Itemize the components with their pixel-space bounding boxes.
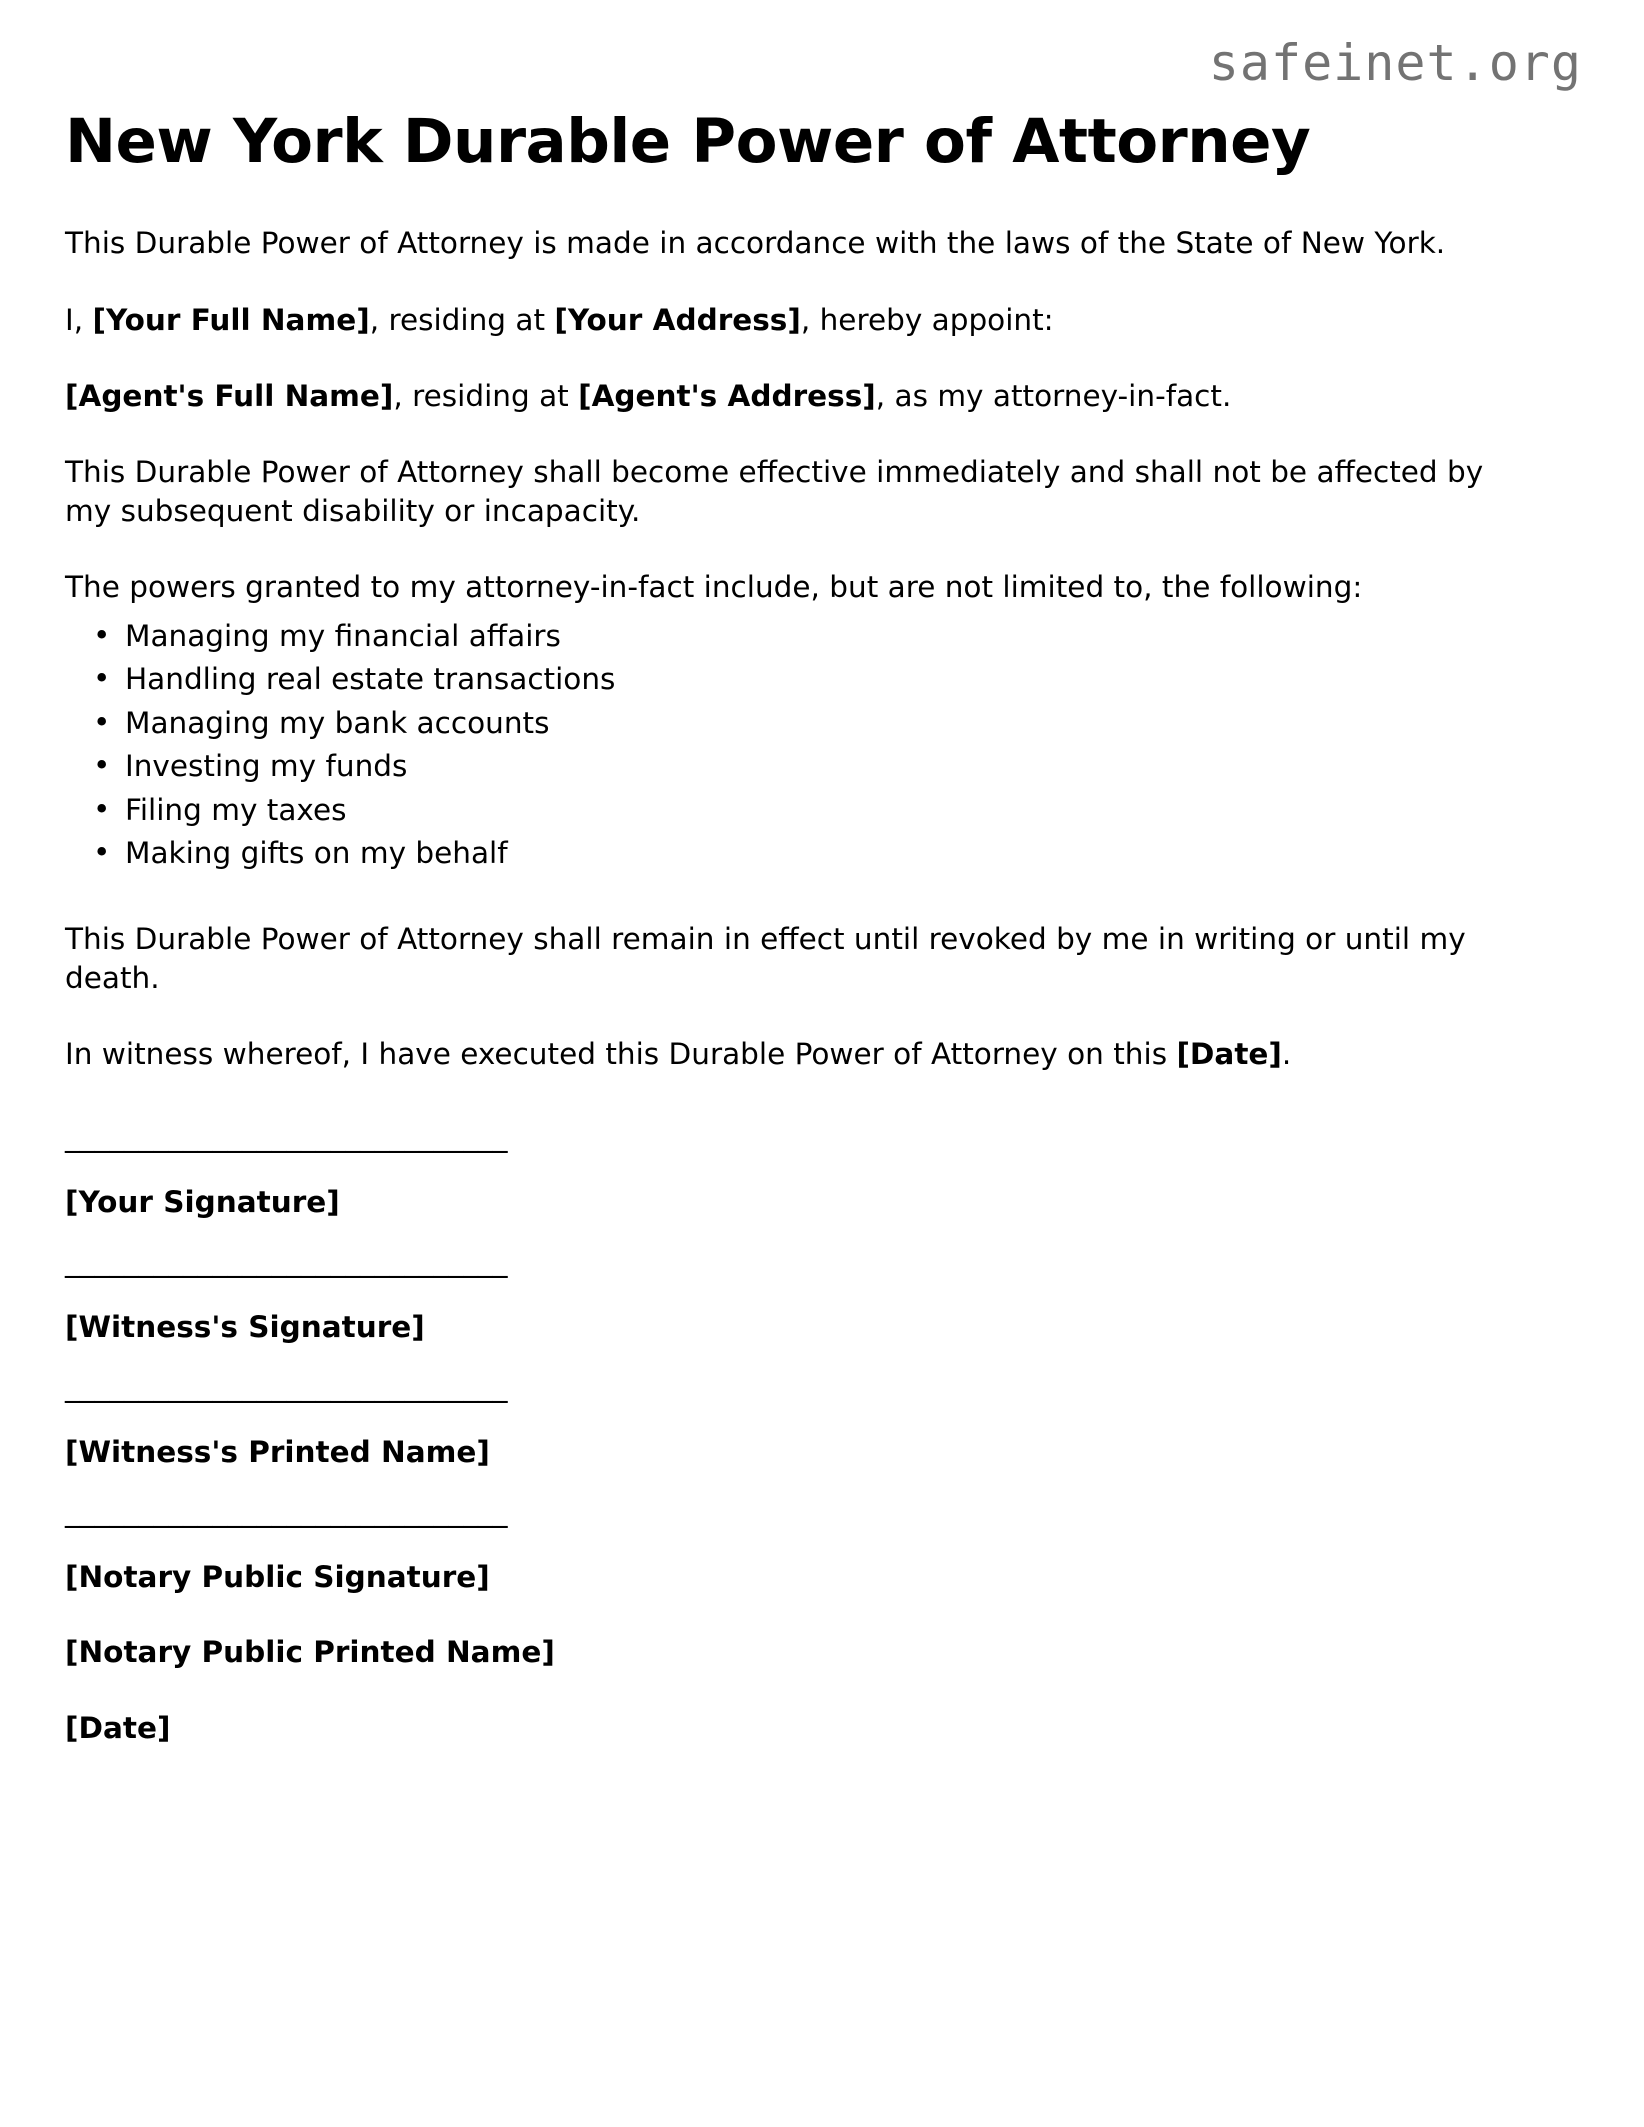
principal-paragraph [65,264,1495,340]
signature-block-notary [65,1467,1495,1592]
execution-suffix: . [1281,1037,1292,1072]
signature-block-witness [65,1217,1495,1342]
list-item: • Handling real estate transactions [125,665,1495,709]
principal-address-placeholder: [Your Address] [554,302,801,337]
duration-paragraph: This Durable Power of Attorney shall remain in effect until revoked by me in writing or until my death. [65,921,1466,995]
agent-address-placeholder: [Agent's Address] [578,378,876,413]
list-item: • Managing my financial affairs [125,622,1495,666]
list-item: • Filing my taxes [125,796,1495,840]
page-title: New York Durable Power of Attorney [65,106,1311,177]
list-item: • Managing my bank accounts [125,709,1495,753]
signature-line: ______________________________ [65,1369,508,1404]
execution-paragraph [65,998,1495,1074]
principal-name-placeholder: [Your Full Name] [92,302,370,337]
notary-printed-name-label: [Notary Public Printed Name] [65,1635,555,1670]
agent-name-placeholder: [Agent's Full Name] [65,378,394,413]
signature-line: ______________________________ [65,1494,508,1529]
list-item: • Making gifts on my behalf [125,839,1495,883]
agent-paragraph [65,340,1495,416]
notary-date-label: [Date] [65,1710,171,1745]
principal-suffix: , hereby appoint: [800,302,1054,337]
agent-middle: , residing at [393,378,579,413]
execution-prefix: In witness whereof, I have executed this Durable Power of Attorney on this [65,1037,1177,1072]
signature-block-principal [65,1074,1495,1217]
principal-middle: , residing at [369,302,555,337]
principal-prefix: I, [65,302,93,337]
powers-list [65,608,1495,883]
execution-date-placeholder: [Date] [1176,1037,1282,1072]
signature-block-witness-printed-name [65,1342,1495,1467]
signature-line: ______________________________ [65,1119,508,1154]
intro-paragraph: This Durable Power of Attorney is made in accordance with the laws of the State of New York. [65,226,1446,261]
signature-label: [Witness's Signature] [65,1309,425,1344]
agent-suffix: , as my attorney-in-fact. [875,378,1232,413]
site-watermark: safeinet.org [1208,34,1582,92]
signature-label: [Witness's Printed Name] [65,1434,490,1469]
document-content [65,0,1495,1743]
signature-label: [Notary Public Signature] [65,1559,490,1594]
effectiveness-paragraph: This Durable Power of Attorney shall become effective immediately and shall not be affected by my subsequent disability or incapacity. [65,455,1484,529]
list-item: • Investing my funds [125,752,1495,796]
signature-label: [Your Signature] [65,1184,340,1219]
signature-line: ______________________________ [65,1244,508,1279]
powers-intro-paragraph: The powers granted to my attorney-in-fact include, but are not limited to, the following: [65,570,1363,605]
